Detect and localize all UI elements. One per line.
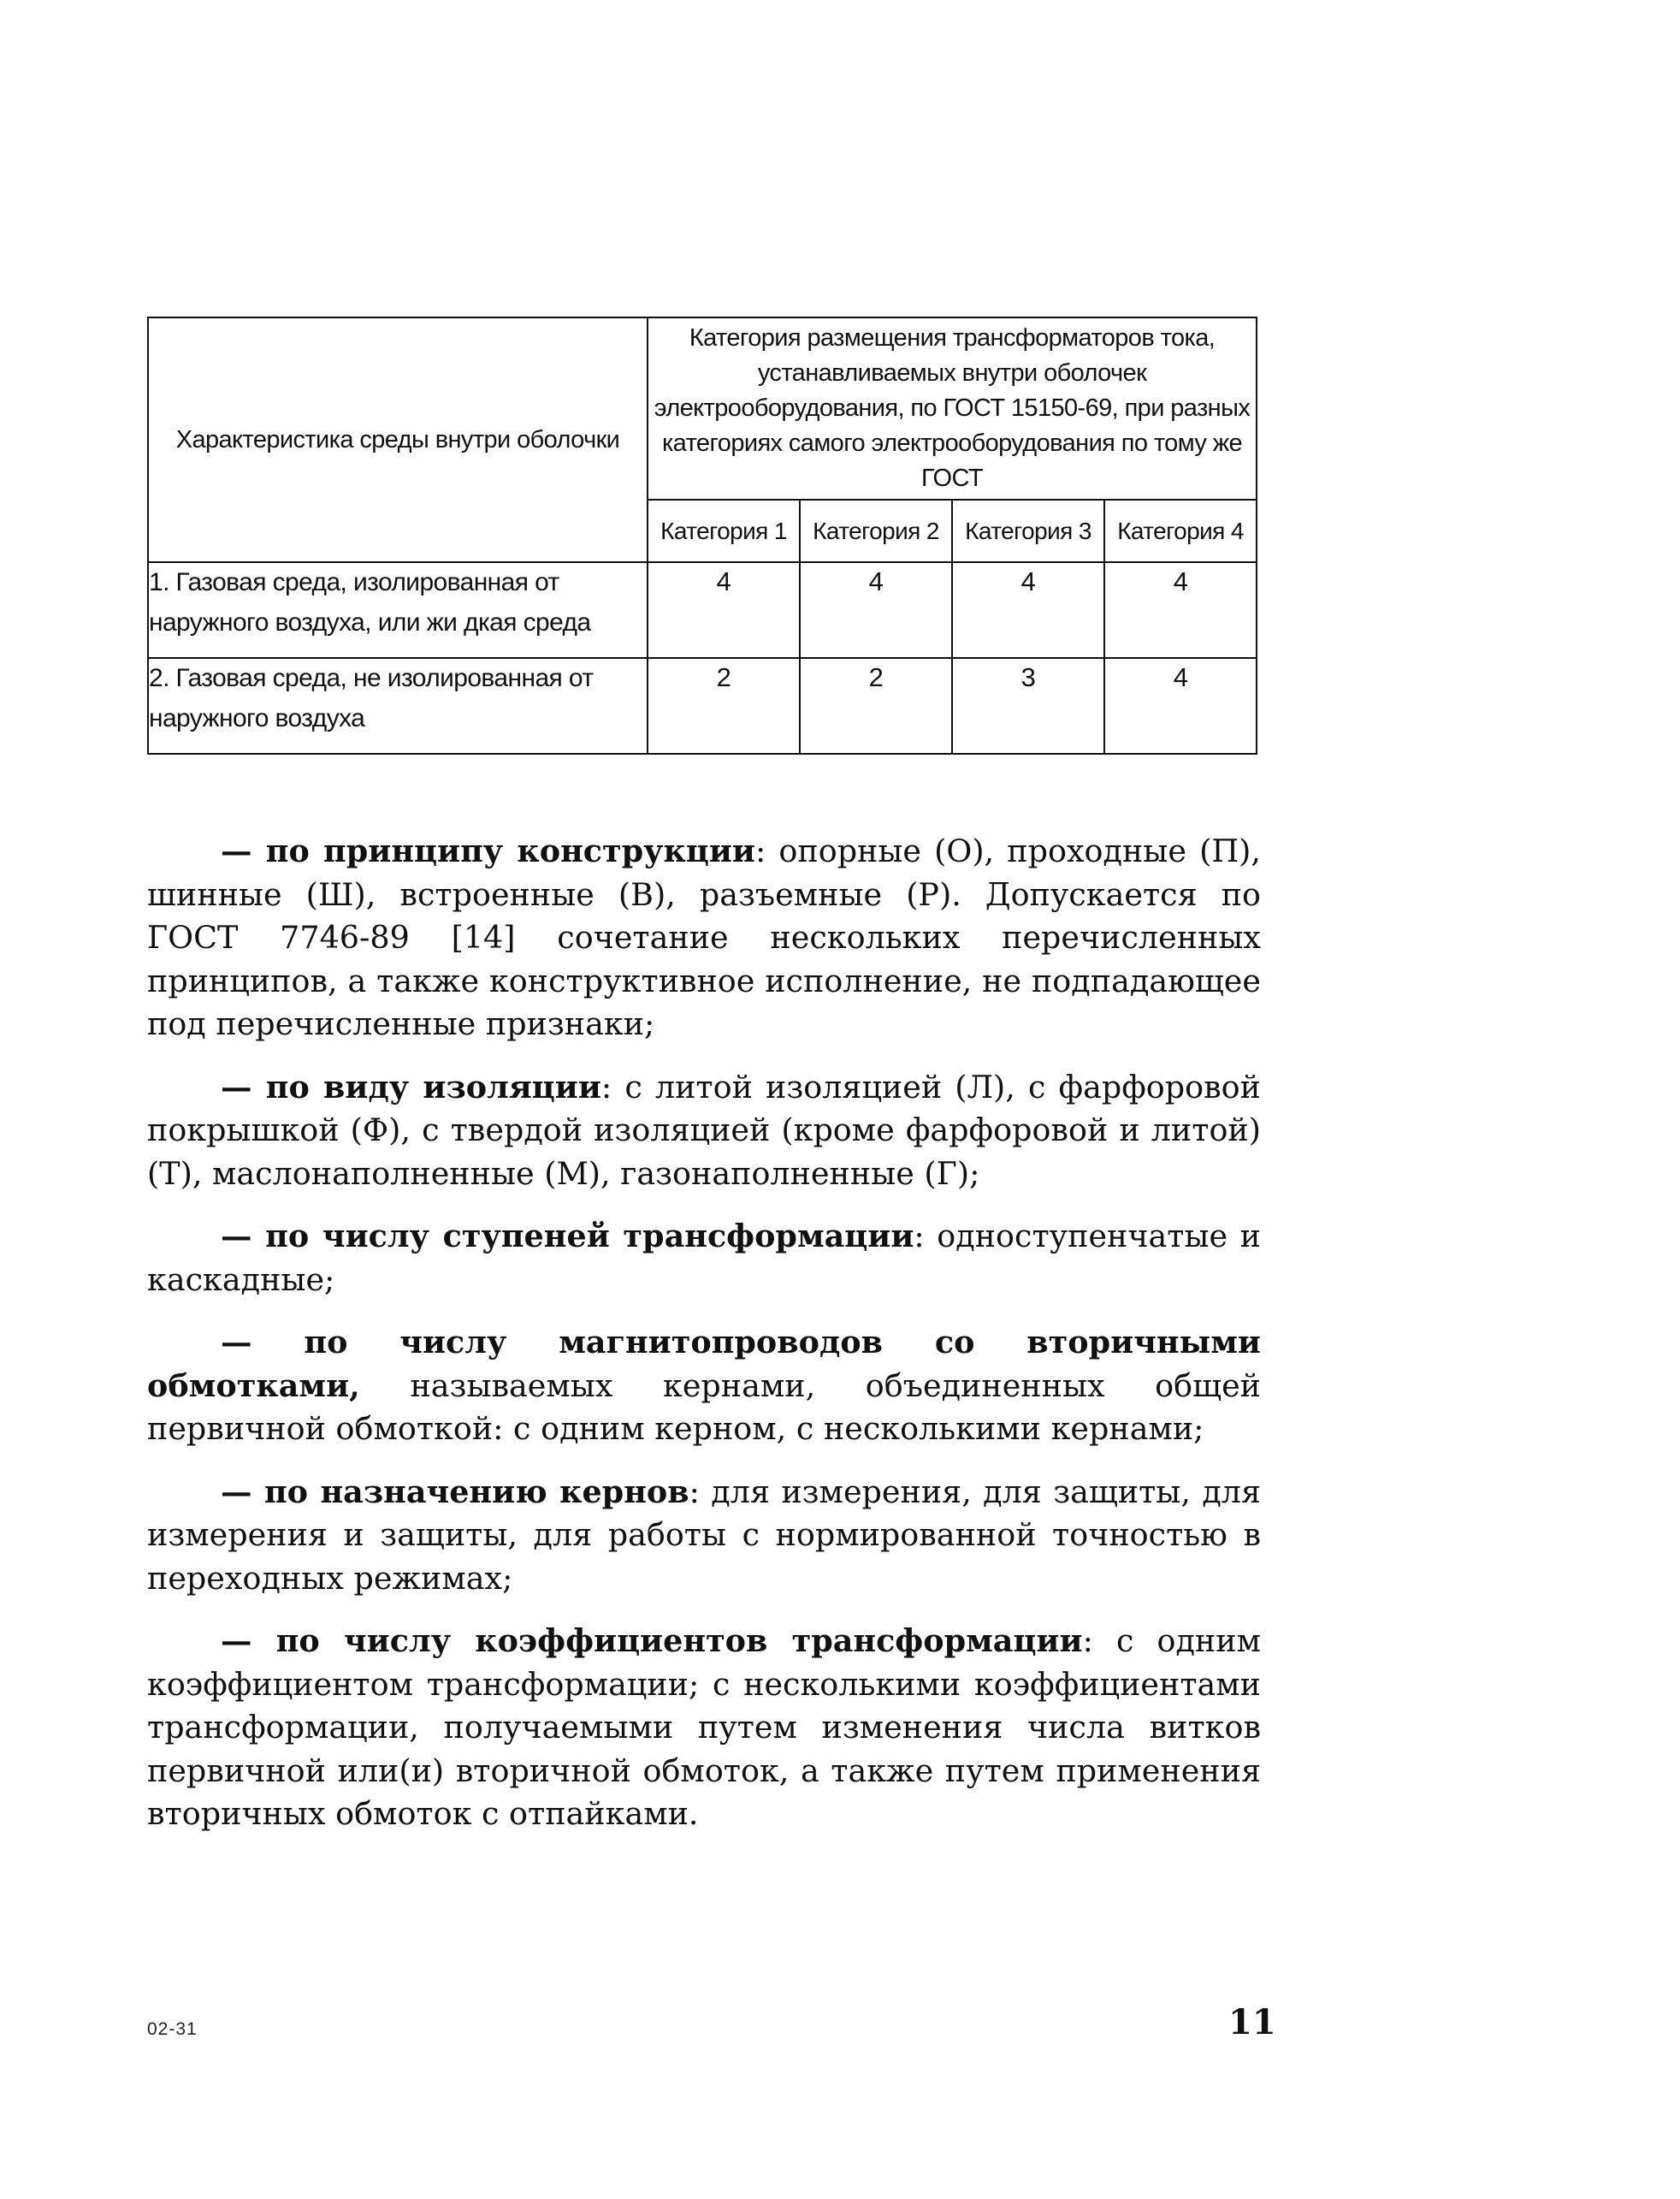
paragraph	[147, 1066, 1261, 1196]
row-value: 2	[800, 658, 952, 754]
row-value: 4	[1104, 562, 1257, 658]
paragraph-text: : для измерения, для защиты, для измерения и защиты, для работы с нормированной точностью в переходных режимах;	[147, 1473, 1262, 1597]
row-value: 4	[648, 562, 800, 658]
paragraph-text: : с одним коэффициентом трансформации; с несколькими коэффициентами трансформации, получаемыми путем изменения числа витков первичной или(и) вторичной обмоток, а также путем применения вторичных обмоток с отпайками.	[147, 1622, 1261, 1832]
subheader-category-3: Категория 3	[952, 500, 1104, 562]
header-category: Категория размещения трансформаторов тока, устанавливаемых внутри оболочек электрооборудования, по ГОСТ 15150-69, при разных категориях самого электрооборудования по тому же ГОСТ	[648, 317, 1257, 500]
paragraph-lead: — по числу коэффициентов трансформации	[221, 1622, 1083, 1659]
paragraph-lead: — по числу магнитопроводов со вторичными обмотками,	[147, 1324, 1261, 1404]
paragraph-text: : с литой изоляцией (Л), с фарфоровой покрышкой (Ф), с твердой изоляцией (кроме фарфоровой и литой) (Т), маслонаполненные (М), газонаполненные (Г);	[147, 1068, 1261, 1192]
row-characteristic: 2. Газовая среда, не изолированная от наружного воздуха	[148, 658, 648, 754]
subheader-category-4: Категория 4	[1104, 500, 1257, 562]
paragraph-text: называемых кернами, объединенных общей первичной обмоткой: с одним керном, с несколькими кернами;	[147, 1366, 1261, 1447]
paragraph	[147, 1215, 1261, 1301]
row-value: 4	[1104, 658, 1257, 754]
table-row	[148, 562, 1257, 658]
paragraph-lead: — по назначению кернов	[221, 1473, 689, 1510]
paragraph	[147, 1471, 1261, 1601]
row-characteristic: 1. Газовая среда, изолированная от наружного воздуха, или жи дкая среда	[148, 562, 648, 658]
row-value: 4	[952, 562, 1104, 658]
paragraph-text: : опорные (О), проходные (П), шинные (Ш), встроенные (В), разъемные (Р). Допускается по ГОСТ 7746-89 [14] сочетание нескольких перечисленных принципов, а также конструктивное исполнение, не подпадающее под перечисленные признаки;	[147, 833, 1261, 1042]
header-characteristic: Характеристика среды внутри оболочки	[148, 317, 648, 562]
paragraph-text: : одноступенчатые и каскадные;	[147, 1218, 1261, 1298]
row-value: 3	[952, 658, 1104, 754]
page-number: 11	[1228, 2002, 1276, 2042]
table-row	[148, 658, 1257, 754]
placement-category-table	[147, 317, 1257, 755]
body-text	[147, 830, 1261, 1856]
paragraph	[147, 1620, 1261, 1836]
subheader-category-1: Категория 1	[648, 500, 800, 562]
paragraph-lead: — по принципу конструкции	[221, 833, 755, 869]
footer-code: 02-31	[147, 2019, 198, 2039]
row-value: 2	[648, 658, 800, 754]
paragraph-lead: — по числу ступеней трансформации	[221, 1218, 914, 1254]
paragraph	[147, 1321, 1261, 1451]
paragraph	[147, 830, 1261, 1046]
row-value: 4	[800, 562, 952, 658]
subheader-category-2: Категория 2	[800, 500, 952, 562]
paragraph-lead: — по виду изоляции	[221, 1068, 601, 1105]
